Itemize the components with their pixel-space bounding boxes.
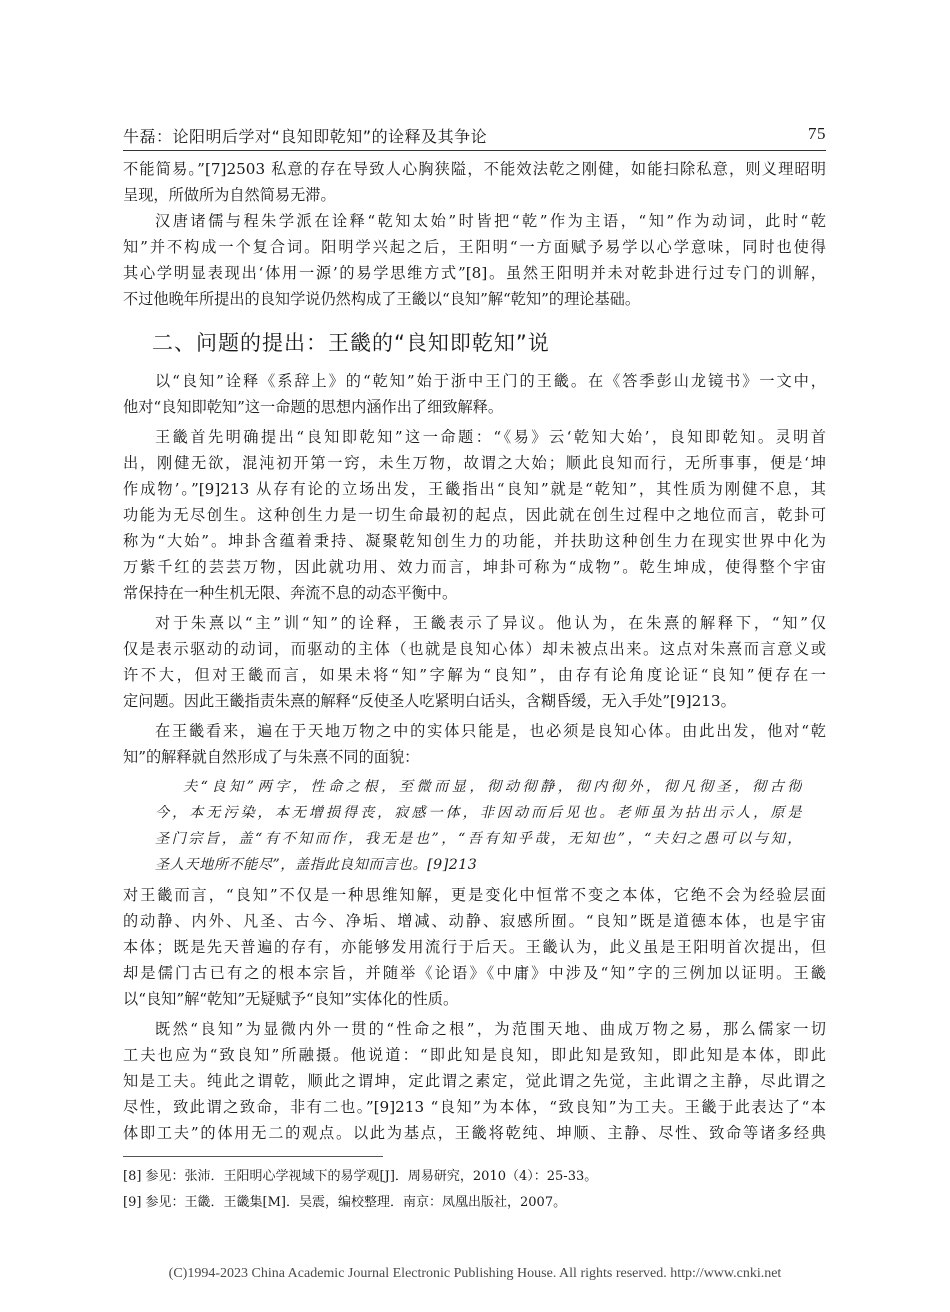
quote-line: 圣门宗旨，盖“有不知而作，我无是也”，“吾有知乎哉，无知也”，“夫妇之愚可以与知， bbox=[155, 831, 802, 847]
body-line: 他对“良知即乾知”这一命题的思想内涵作出了细致解释。 bbox=[123, 398, 504, 416]
running-title: 牛磊：论阳明后学对“良知即乾知”的诠释及其争论 bbox=[123, 127, 488, 146]
copyright-line: (C)1994-2023 China Academic Journal Electronic Publishing House. All rights reserved. http://www.cnki.net bbox=[168, 1266, 782, 1281]
body-line: 对王畿而言，“良知”不仅是一种思维知解，更是变化中恒常不变之本体，它绝不会为经验层面 bbox=[123, 886, 826, 904]
body-line: 却是儒门古已有之的根本宗旨，并随举《论语》《中庸》中涉及“知”字的三例加以证明。王畿 bbox=[123, 964, 826, 982]
body-line: 许不大，但对王畿而言，如果未将“知”字解为“良知”，由存有论角度论证“良知”便存在一 bbox=[123, 666, 826, 684]
body-line: 其心学明显表现出‘体用一源’的易学思维方式”[8]。虽然王阳明并未对乾卦进行过专门的训解， bbox=[123, 264, 826, 282]
body-line: 称为“大始”。坤卦含蕴着秉持、凝聚乾知创生力的功能，并扶助这种创生力在现实世界中化为 bbox=[123, 532, 826, 550]
header-rule bbox=[123, 150, 826, 151]
body-line: 的动静、内外、凡圣、古今、净垢、增减、动静、寂感所囿。“良知”既是道德本体，也是宇宙 bbox=[123, 912, 826, 930]
body-line: 汉唐诸儒与程朱学派在诠释“乾知太始”时皆把“乾”作为主语，“知”作为动词，此时“乾 bbox=[155, 212, 826, 230]
body-line: 以“良知”解“乾知”无疑赋予“良知”实体化的性质。 bbox=[123, 990, 459, 1008]
body-line: 万紫千红的芸芸万物，因此就功用、效力而言，坤卦可称为“成物”。乾生坤成，使得整个宇宙 bbox=[123, 558, 826, 576]
footnote: [9] 参见：王畿．王畿集[M]．吴震，编校整理．南京：凤凰出版社，2007。 bbox=[123, 1195, 567, 1210]
body-line: 不过他晚年所提出的良知学说仍然构成了王畿以“良知”解“乾知”的理论基础。 bbox=[123, 290, 641, 308]
body-line: 在王畿看来，遍在于天地万物之中的实体只能是，也必须是良知心体。由此出发，他对“乾 bbox=[155, 722, 826, 740]
body-line: 对于朱熹以“主”训“知”的诠释，王畿表示了异议。他认为，在朱熹的解释下，“知”仅 bbox=[155, 614, 826, 632]
footnote: [8] 参见：张沛．王阳明心学视域下的易学观[J]．周易研究，2010（4）：25-33。 bbox=[123, 1169, 598, 1184]
body-line: 知是工夫。纯此之谓乾，顺此之谓坤，定此谓之素定，觉此谓之先觉，主此谓之主静，尽此谓之 bbox=[123, 1072, 826, 1090]
body-line: 知”的解释就自然形成了与朱熹不同的面貌： bbox=[123, 748, 420, 766]
quote-line: 夫“良知”两字，性命之根，至微而显，彻动彻静，彻内彻外，彻凡彻圣，彻古彻 bbox=[183, 779, 802, 795]
body-line: 王畿首先明确提出“良知即乾知”这一命题：“《易》云‘乾知大始’，良知即乾知。灵明首 bbox=[155, 428, 826, 446]
body-line: 尽性，致此谓之致命，非有二也。”[9]213 “良知”为本体，“致良知”为工夫。王畿于此表达了“本 bbox=[123, 1098, 826, 1116]
body-line: 体即工夫”的体用无二的观点。以此为基点，王畿将乾纯、坤顺、主静、尽性、致命等诸多经典 bbox=[123, 1124, 826, 1142]
running-head bbox=[123, 122, 826, 148]
body-line: 本体；既是先天普遍的存有，亦能够发用流行于后天。王畿认为，此义虽是王阳明首次提出，但 bbox=[123, 938, 826, 956]
body-line: 仅是表示驱动的动词，而驱动的主体（也就是良知心体）却未被点出来。这点对朱熹而言意义或 bbox=[123, 640, 826, 658]
footnote-rule bbox=[123, 1156, 383, 1157]
body-line: 以“良知”诠释《系辞上》的“乾知”始于浙中王门的王畿。在《答季彭山龙镜书》一文中， bbox=[155, 372, 826, 390]
body-line: 功能为无尽创生。这种创生力是一切生命最初的起点，因此就在创生过程中之地位而言，乾卦可 bbox=[123, 506, 826, 524]
body-line: 知”并不构成一个复合词。阳明学兴起之后，王阳明“一方面赋予易学以心学意味，同时也使得 bbox=[123, 238, 826, 256]
body-line: 既然“良知”为显微内外一贯的“性命之根”，为范围天地、曲成万物之易，那么儒家一切 bbox=[155, 1020, 826, 1038]
body-line: 不能简易。”[7]2503 私意的存在导致人心胸狭隘，不能效法乾之刚健，如能扫除私意，则义理昭明 bbox=[123, 160, 826, 178]
body-line: 常保持在一种生机无限、奔流不息的动态平衡中。 bbox=[123, 584, 458, 602]
body-line: 作成物’。”[9]213 从存有论的立场出发，王畿指出“良知”就是“乾知”，其性质为刚健不息，其 bbox=[123, 480, 826, 498]
quote-line: 今，本无污染，本无增损得丧，寂感一体，非因动而后见也。老师虽为拈出示人，原是 bbox=[155, 805, 802, 821]
body-line: 出，刚健无欲，混沌初开第一窍，未生万物，故谓之大始；顺此良知而行，无所事事，便是‘坤 bbox=[123, 454, 826, 472]
body-line: 呈现，所做所为自然简易无滞。 bbox=[123, 186, 336, 204]
quote-line: 圣人天地所不能尽”，盖指此良知而言也。[9]213 bbox=[155, 857, 478, 873]
page-number: 75 bbox=[808, 124, 826, 143]
body-line: 工夫也应为“致良知”所融摄。他说道：“即此知是良知，即此知是致知，即此知是本体，即此 bbox=[123, 1046, 826, 1064]
section-heading: 二、问题的提出：王畿的“良知即乾知”说 bbox=[152, 331, 550, 355]
body-line: 定问题。因此王畿指责朱熹的解释“反使圣人吃紧明白话头，含糊昏缓，无入手处”[9]213。 bbox=[123, 692, 736, 710]
